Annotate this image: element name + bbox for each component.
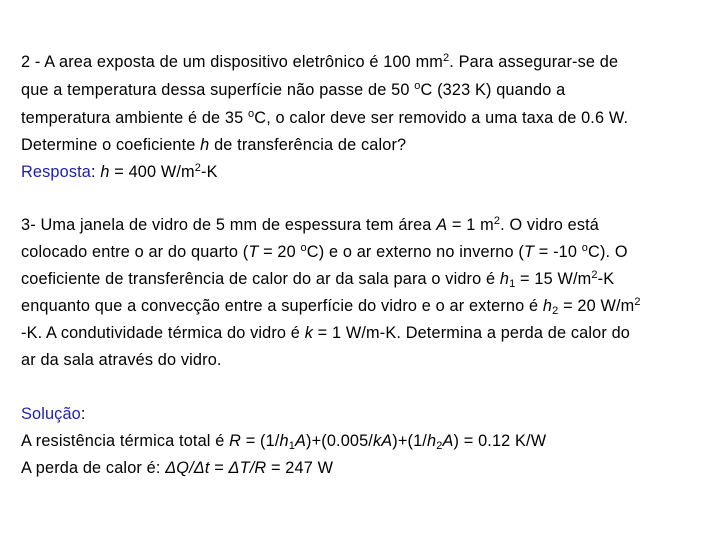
variable: R (229, 432, 242, 450)
variable: kA (372, 432, 393, 450)
problem2-answer (21, 162, 218, 182)
text: = 400 W/m (109, 163, 195, 181)
expression: ΔT/R (228, 459, 267, 477)
text: coeficiente de transferência de calor do ar da sala para o vidro é (21, 270, 500, 288)
text: = (1/ (241, 432, 280, 450)
problem2-line4 (21, 135, 406, 155)
problem2-line3 (21, 108, 628, 128)
variable: h (200, 136, 210, 154)
superscript: 2 (634, 296, 641, 308)
variable: A (442, 432, 454, 450)
variable: T (248, 243, 259, 261)
text: = 247 W (266, 459, 334, 477)
text: 2 - A area exposta de um dispositivo eletrônico é 100 mm (21, 53, 443, 71)
text: ) = 0.12 K/W (453, 432, 547, 450)
variable: A (295, 432, 307, 450)
variable: h (426, 432, 437, 450)
text: temperatura ambiente é de 35 (21, 109, 249, 127)
text: )+(1/ (392, 432, 427, 450)
text: : (90, 163, 101, 181)
text: ar da sala através do vidro. (21, 351, 222, 369)
text: -K. A condutividade térmica do vidro é (21, 324, 305, 342)
text: colocado entre o ar do quarto ( (21, 243, 249, 261)
text: 3- Uma janela de vidro de 5 mm de espessura tem área (21, 216, 437, 234)
solution-line1 (21, 431, 546, 451)
superscript: 2 (443, 52, 450, 64)
problem3-line3 (21, 269, 614, 289)
variable: A (436, 216, 448, 234)
subscript: 2 (436, 440, 443, 452)
superscript: 2 (591, 269, 598, 281)
text: = 20 (258, 243, 301, 261)
problem3-line5 (21, 323, 630, 343)
superscript: o (414, 80, 421, 92)
text: . O vidro está (500, 216, 600, 234)
superscript: o (248, 108, 255, 120)
text: Determine o coeficiente (21, 136, 201, 154)
variable: h (100, 163, 110, 181)
superscript: 2 (493, 215, 501, 227)
solution-line2 (21, 458, 333, 478)
superscript: 2 (194, 162, 202, 174)
text: enquanto que a convecção entre a superfície do vidro e o ar externo é (21, 297, 543, 315)
text: A perda de calor é: (21, 459, 166, 477)
variable: h (279, 432, 289, 450)
text: = 15 W/m (515, 270, 592, 288)
problem3-line2 (21, 242, 628, 262)
text: -K (201, 163, 218, 181)
text: C) e o ar externo no inverno ( (306, 243, 524, 261)
problem3-line4 (21, 296, 641, 316)
solution-label: Solução (21, 405, 81, 423)
text: = (209, 459, 229, 477)
text: . Para assegurar-se de (449, 53, 619, 71)
subscript: 1 (288, 440, 295, 452)
superscript: o (300, 242, 307, 254)
solution-heading (21, 404, 86, 424)
text: = 20 W/m (558, 297, 635, 315)
text: de transferência de calor? (209, 136, 407, 154)
variable: h (542, 297, 553, 315)
text: que a temperatura dessa superfície não passe de 50 (21, 81, 415, 99)
variable: h (499, 270, 510, 288)
text: = -10 (534, 243, 582, 261)
problem3-line1 (21, 215, 599, 235)
variable: k (304, 324, 313, 342)
problem2-line1 (21, 52, 618, 72)
text: = 1 m (447, 216, 494, 234)
subscript: 1 (509, 278, 516, 290)
subscript: 2 (552, 305, 559, 317)
expression: ΔQ/Δt (165, 459, 210, 477)
text: = 1 W/m-K. Determina a perda de calor do (312, 324, 630, 342)
text: : (80, 405, 86, 423)
answer-label: Resposta (21, 163, 91, 181)
text: C (323 K) quando a (420, 81, 566, 99)
text: -K (597, 270, 615, 288)
text: C). O (588, 243, 628, 261)
superscript: o (581, 242, 589, 254)
text: )+(0.005/ (306, 432, 373, 450)
problem2-line2 (21, 80, 565, 100)
problem3-line6 (21, 350, 222, 370)
text: A resistência térmica total é (21, 432, 230, 450)
text: C, o calor deve ser removido a uma taxa de 0.6 W. (254, 109, 629, 127)
variable: T (523, 243, 535, 261)
